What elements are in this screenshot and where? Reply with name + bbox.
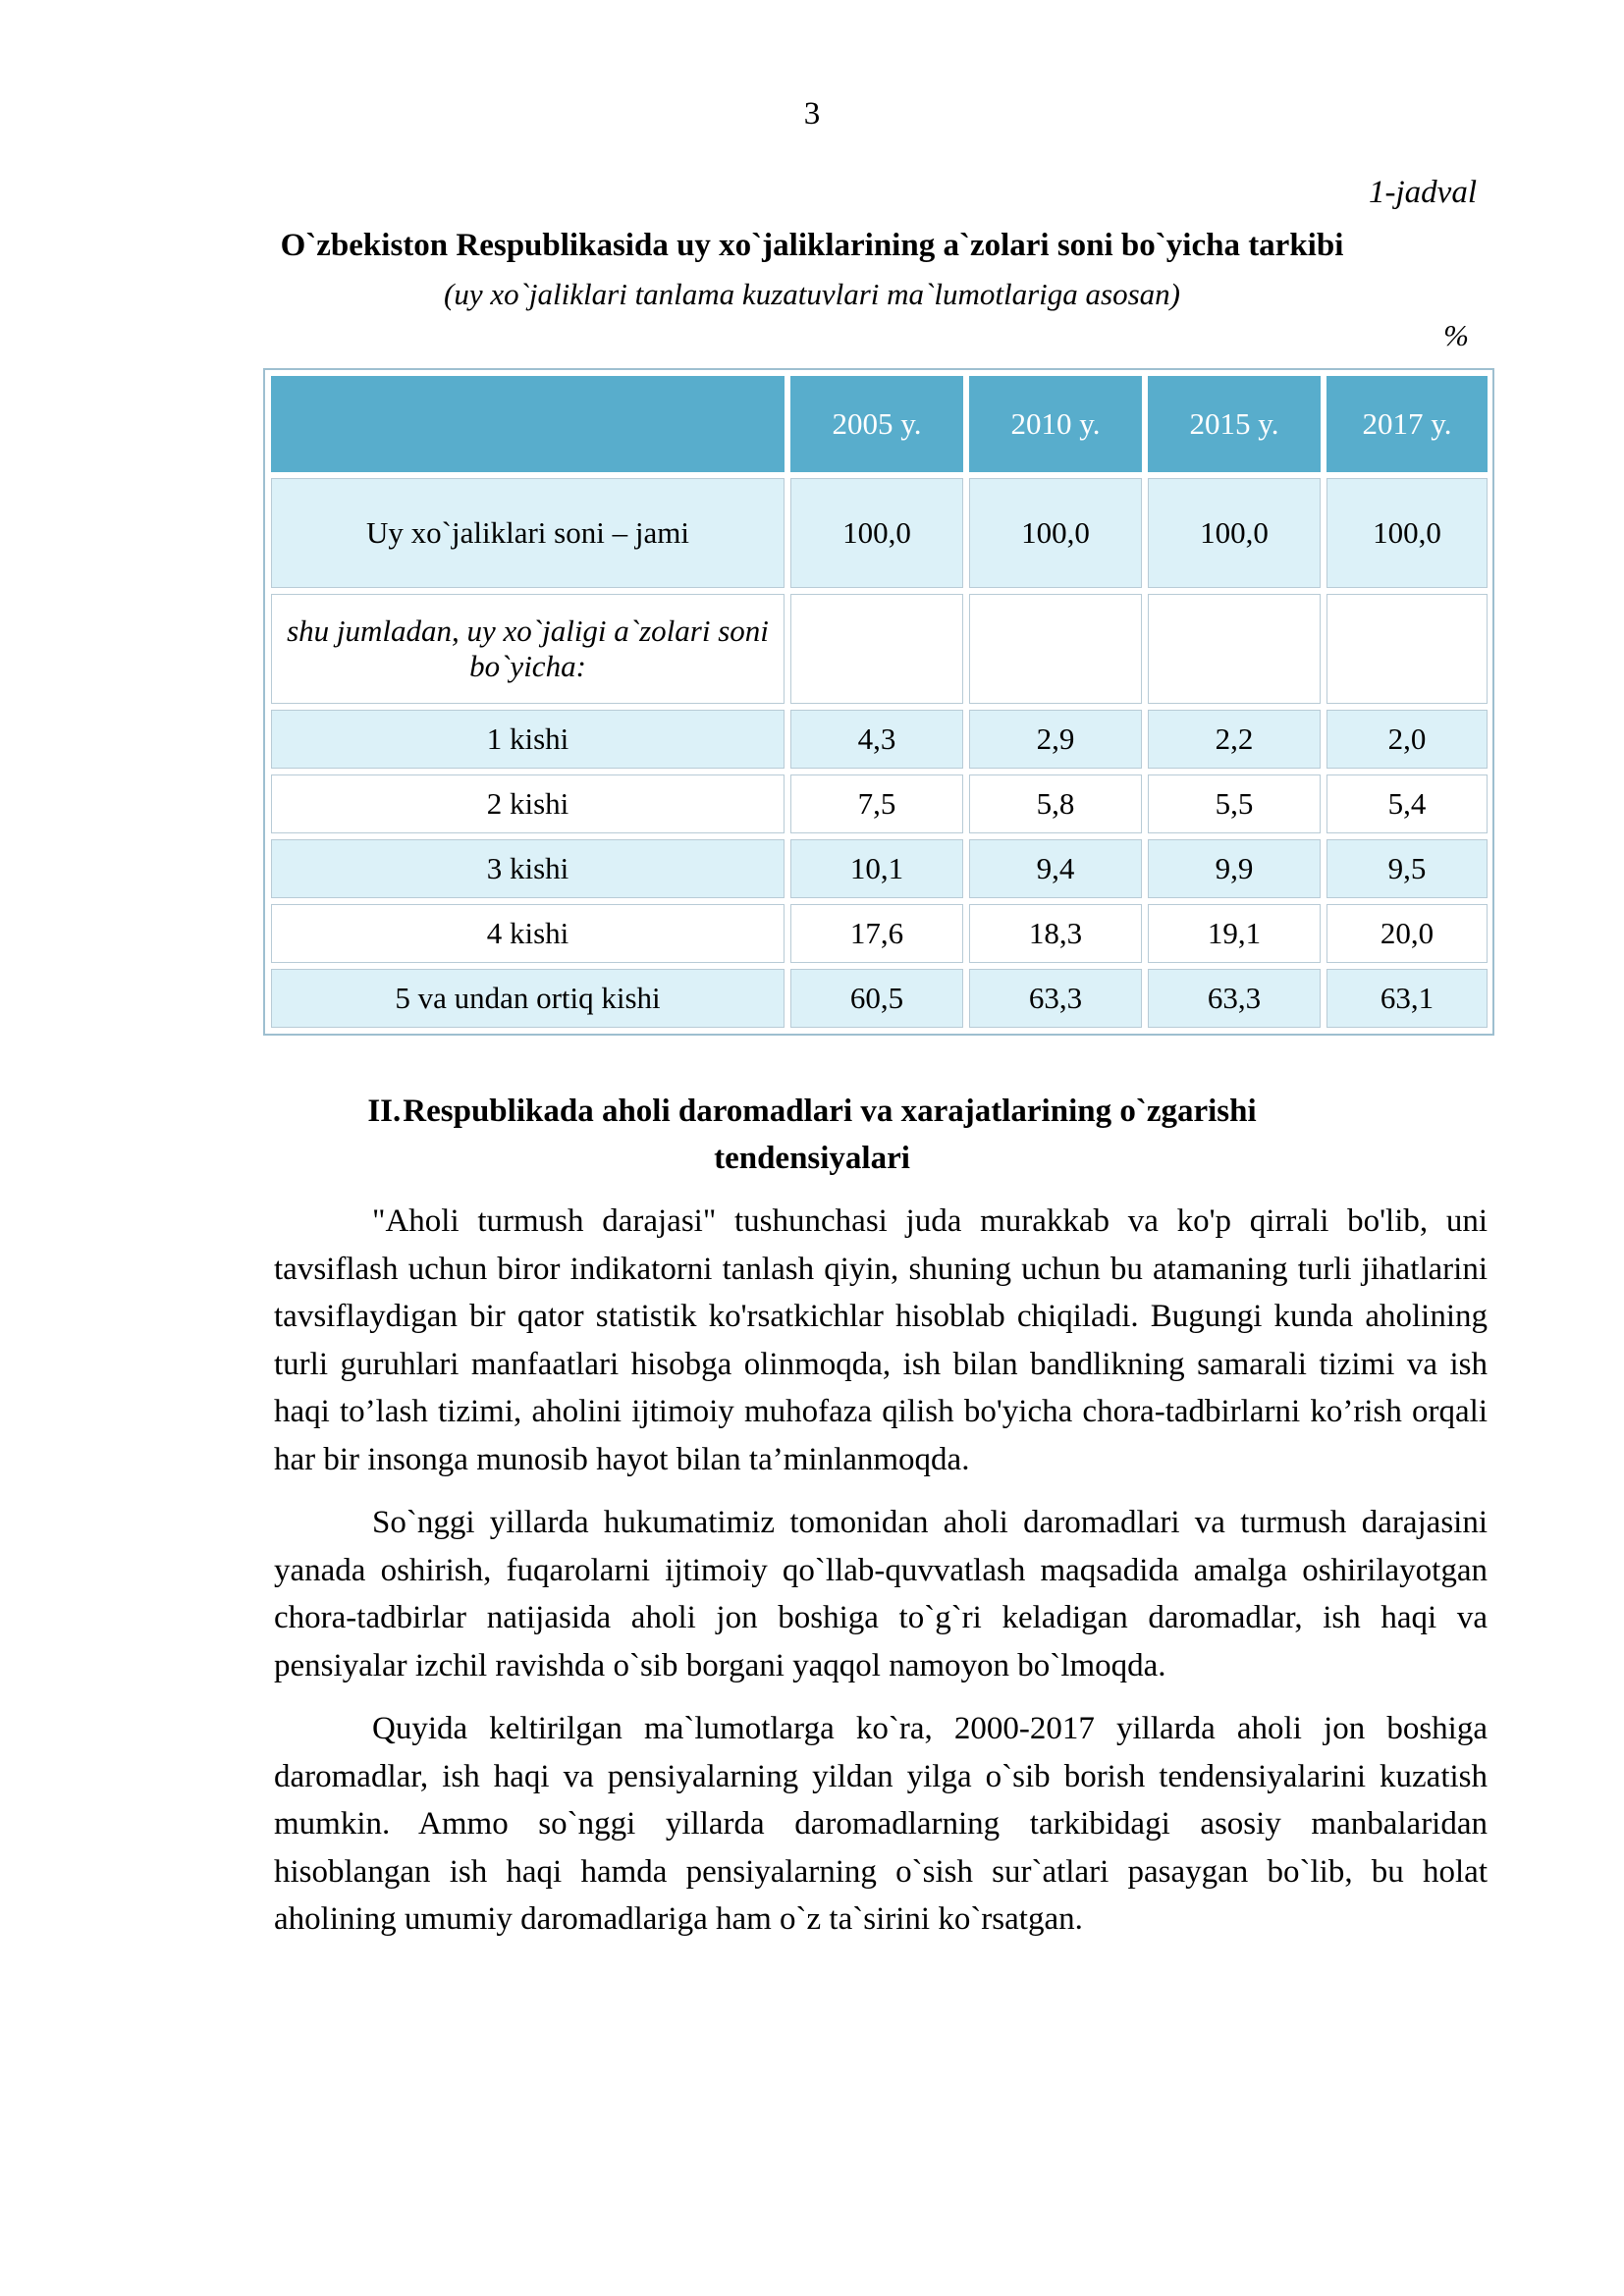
- header-cell: 2017 y.: [1326, 376, 1488, 472]
- page-number: 3: [803, 96, 821, 132]
- row-label: 1 kishi: [271, 710, 785, 769]
- table-cell: [1326, 594, 1488, 704]
- table-cell: 19,1: [1148, 904, 1321, 963]
- table-cell: [969, 594, 1142, 704]
- table-cell: 2,9: [969, 710, 1142, 769]
- table-cell: [1148, 594, 1321, 704]
- section-number: II.: [367, 1094, 402, 1129]
- table-cell: 60,5: [790, 969, 963, 1028]
- row-label: 5 va undan ortiq kishi: [271, 969, 785, 1028]
- paragraph: "Aholi turmush darajasi" tushunchasi juda murakkab va ko'p qirrali bo'lib, uni tavsiflash uchun biror indikatorni tanlash qiyin, shuning uchun bu atamaning turli jihatlarini tavsiflaydigan bir qator statistik ko'rsatkichlar hisoblab chiqiladi. Bugungi kunda aholining turli guruhlari manfaatlari hisobga olinmoqda, ish bilan bandlikning samarali tizimi va ish haqi to’lash tizimi, aholini ijtimoiy muhofaza qilish bo'yicha chora-tadbirlarni ko’rish orqali har bir insonga munosib hayot bilan ta’minlanmoqda.: [274, 1203, 1488, 1477]
- row-label: Uy xo`jaliklari soni – jami: [271, 478, 785, 588]
- table-cell: 63,3: [1148, 969, 1321, 1028]
- table-cell: 18,3: [969, 904, 1142, 963]
- body-text: [274, 1198, 1488, 1959]
- table-cell: 63,1: [1326, 969, 1488, 1028]
- household-table: [263, 368, 1494, 1036]
- table-row: [271, 710, 1488, 769]
- table-cell: 63,3: [969, 969, 1142, 1028]
- header-cell: [271, 376, 785, 472]
- table-cell: 10,1: [790, 839, 963, 898]
- table-label: 1-jadval: [1369, 175, 1477, 210]
- table-cell: 100,0: [790, 478, 963, 588]
- header-cell: 2010 y.: [969, 376, 1142, 472]
- paragraph: Quyida keltirilgan ma`lumotlarga ko`ra, 2000-2017 yillarda aholi jon boshiga daromadlar, ish haqi va pensiyalarning yildan yilga o`sib borish tendensiyalarini kuzatish mumkin. Ammo so`nggi yillarda daromadlarning tarkibidagi asosiy manbalaridan hisoblangan ish haqi hamda pensiyalarning o`sish sur`atlari pasaygan bo`lib, bu holat aholining umumiy daromadlariga ham o`z ta`sirini ko`rsatgan.: [274, 1711, 1488, 1937]
- table-cell: 9,5: [1326, 839, 1488, 898]
- table-row: [271, 839, 1488, 898]
- table-header-row: [271, 376, 1488, 472]
- table-cell: 100,0: [969, 478, 1142, 588]
- table-cell: 5,4: [1326, 774, 1488, 833]
- table-subtitle: (uy xo`jaliklari tanlama kuzatuvlari ma`lumotlariga asosan): [444, 277, 1180, 311]
- table-cell: 9,4: [969, 839, 1142, 898]
- row-label: 2 kishi: [271, 774, 785, 833]
- table-cell: 9,9: [1148, 839, 1321, 898]
- table-cell: 5,5: [1148, 774, 1321, 833]
- table-row: [271, 774, 1488, 833]
- row-label: 3 kishi: [271, 839, 785, 898]
- table-unit: %: [1443, 318, 1469, 352]
- table-cell: 7,5: [790, 774, 963, 833]
- section-title: Respublikada aholi daromadlari va xarajatlarining o`zgarishi tendensiyalari: [403, 1094, 1257, 1176]
- table-cell: 5,8: [969, 774, 1142, 833]
- table-cell: 4,3: [790, 710, 963, 769]
- table-cell: 17,6: [790, 904, 963, 963]
- table-cell: 2,2: [1148, 710, 1321, 769]
- table-cell: 100,0: [1326, 478, 1488, 588]
- table-row: [271, 904, 1488, 963]
- table-row-total: [271, 478, 1488, 588]
- table-title: O`zbekiston Respublikasida uy xo`jaliklarining a`zolari soni bo`yicha tarkibi: [280, 228, 1344, 263]
- row-label: shu jumladan, uy xo`jaligi a`zolari soni bo`yicha:: [271, 594, 785, 704]
- table-row-subheading: [271, 594, 1488, 704]
- section-heading: [275, 1088, 1349, 1182]
- header-cell: 2005 y.: [790, 376, 963, 472]
- table-row: [271, 969, 1488, 1028]
- table-cell: [790, 594, 963, 704]
- household-table-grid: [265, 370, 1493, 1034]
- table-cell: 20,0: [1326, 904, 1488, 963]
- paragraph: So`nggi yillarda hukumatimiz tomonidan aholi daromadlari va turmush darajasini yanada oshirish, fuqarolarni ijtimoiy qo`llab-quvvatlash maqsadida amalga oshirilayotgan chora-tadbirlar natijasida aholi jon boshiga to`g`ri keladigan daromadlar, ish haqi va pensiyalar izchil ravishda o`sib borgani yaqqol namoyon bo`lmoqda.: [274, 1505, 1488, 1683]
- row-label: 4 kishi: [271, 904, 785, 963]
- header-cell: 2015 y.: [1148, 376, 1321, 472]
- table-cell: 2,0: [1326, 710, 1488, 769]
- table-cell: 100,0: [1148, 478, 1321, 588]
